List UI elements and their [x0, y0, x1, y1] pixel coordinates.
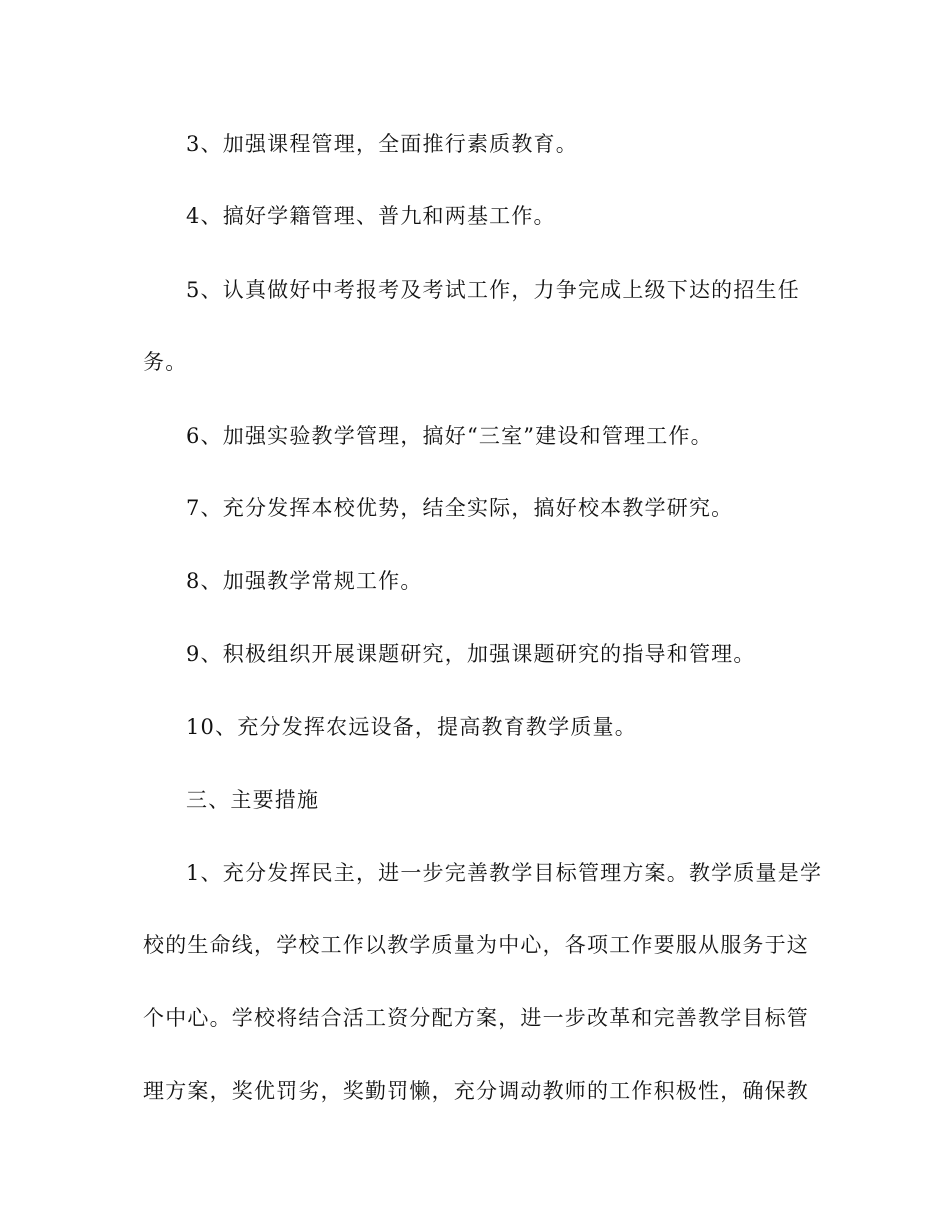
list-item-8: 8、加强教学常规工作。 — [186, 569, 423, 593]
list-item-6: 6、加强实验教学管理，搞好“三室”建设和管理工作。 — [186, 424, 713, 448]
list-item-10: 10、充分发挥农远设备，提高教育教学质量。 — [186, 715, 637, 739]
list-item-3: 3、加强课程管理，全面推行素质教育。 — [186, 132, 578, 156]
measure-1-line-3: 个中心。学校将结合活工资分配方案，进一步改革和完善教学目标管 — [143, 1006, 809, 1030]
list-item-5: 5、认真做好中考报考及考试工作，力争完成上级下达的招生任 — [186, 278, 800, 302]
list-item-9: 9、积极组织开展课题研究，加强课题研究的指导和管理。 — [186, 642, 756, 666]
list-item-7: 7、充分发挥本校优势，结全实际，搞好校本教学研究。 — [186, 496, 734, 520]
section-heading: 三、主要措施 — [186, 788, 320, 812]
list-item-4: 4、搞好学籍管理、普九和两基工作。 — [186, 204, 556, 228]
measure-1-line-4: 理方案，奖优罚劣，奖勤罚懒，充分调动教师的工作积极性，确保教 — [143, 1079, 809, 1103]
measure-1-line-1: 1、充分发挥民主，进一步完善教学目标管理方案。教学质量是学 — [186, 861, 823, 885]
measure-1-line-2: 校的生命线，学校工作以教学质量为中心，各项工作要服从服务于这 — [143, 933, 809, 957]
list-item-5-continuation: 务。 — [143, 350, 188, 374]
